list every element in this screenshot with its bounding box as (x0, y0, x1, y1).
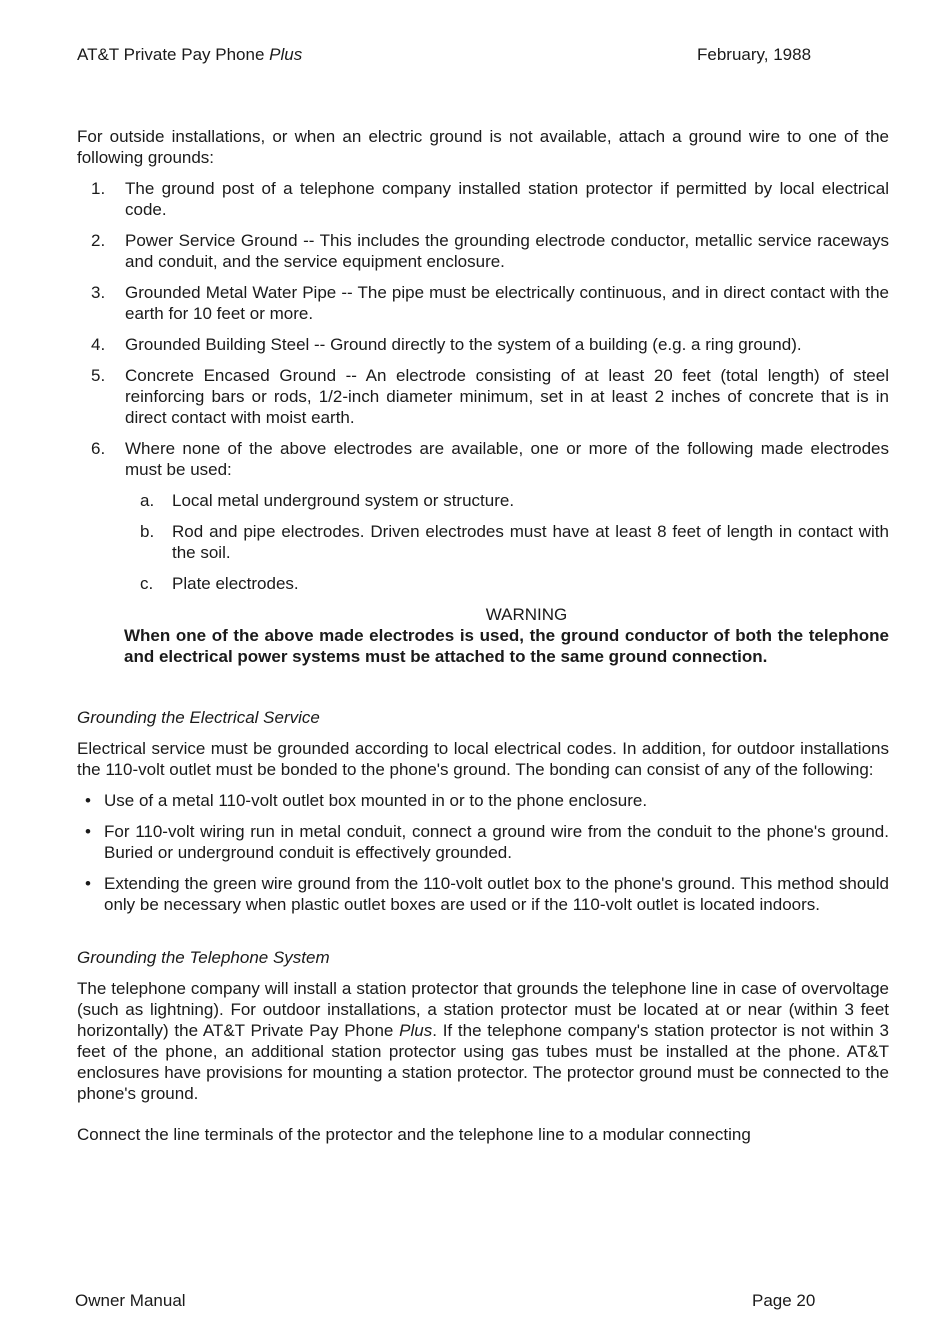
sub-list-item-text: Local metal underground system or structure. (172, 491, 515, 510)
running-header-date: February, 1988 (697, 45, 812, 64)
list-number: 6. (91, 439, 106, 458)
list-item (77, 178, 889, 220)
bullet-icon: • (85, 791, 91, 810)
bullet-icon: • (85, 822, 91, 841)
bullet-item (77, 873, 889, 915)
section-heading-telephone: Grounding the Telephone System (77, 948, 330, 967)
sub-list-item-text: Plate electrodes. (172, 574, 299, 593)
sub-list-item-text: Rod and pipe electrodes. Driven electrodes must have at least 8 feet of length in contact with the soil. (172, 522, 889, 562)
warning-title: WARNING (485, 605, 568, 624)
list-item (77, 438, 889, 594)
list-number: 3. (91, 283, 106, 302)
bullet-item-text: Extending the green wire ground from the 110-volt outlet box to the phone's ground. This method should only be necessary when plastic outlet boxes are used or if the 110-volt outlet is located indoors. (104, 874, 889, 914)
electrical-paragraph: Electrical service must be grounded according to local electrical codes. In addition, for outdoor installations the 110-volt outlet must be bonded to the phone's ground. The bonding can consist of any of the following: (77, 739, 889, 779)
bullet-item (77, 790, 889, 811)
bullet-icon: • (85, 874, 91, 893)
warning-text: When one of the above made electrodes is used, the ground conductor of both the telephone and electrical power systems must be attached to the same ground connection. (124, 626, 889, 666)
list-item (77, 365, 889, 428)
list-item-text: Concrete Encased Ground -- An electrode consisting of at least 20 feet (total length) of steel reinforcing bars or rods, 1/2-inch diameter minimum, set in at least 2 inches of concrete that is in direct contact with moist earth. (125, 366, 889, 427)
list-number: 1. (91, 179, 106, 198)
footer-page-number: Page 20 (752, 1291, 816, 1310)
product-name-italic: Plus (399, 1021, 433, 1040)
list-item (77, 282, 889, 324)
telephone-paragraph: The telephone company will install a station protector that grounds the telephone line in case of overvoltage (such as lightning). For outdoor installations, a station protector must be located at or near (within 3 feet horizontally) the AT&T Private Pay Phone Plus. If the telephone company's station protector is not within 3 feet of the phone, an additional station protector using gas tubes must be installed at the phone. AT&T enclosures have provisions for mounting a station protector. The protector ground must be connected to the phone's ground. (77, 979, 889, 1103)
bullet-item-text: Use of a metal 110-volt outlet box mounted in or to the phone enclosure. (104, 791, 648, 810)
page-body (77, 126, 889, 1145)
list-number: 2. (91, 231, 106, 250)
list-item (77, 334, 889, 355)
grounds-list (77, 178, 889, 594)
footer-manual-name: Owner Manual (75, 1291, 186, 1310)
list-item-text: Where none of the above electrodes are available, one or more of the following made electrodes must be used: (125, 439, 889, 479)
list-number: 4. (91, 335, 106, 354)
warning-box (124, 604, 889, 667)
list-item-text: Power Service Ground -- This includes the grounding electrode conductor, metallic service raceways and conduit, and the service equipment enclosure. (125, 231, 889, 271)
sub-list-letter: b. (140, 522, 155, 541)
connect-paragraph: Connect the line terminals of the protector and the telephone line to a modular connecting (77, 1125, 751, 1144)
bonding-bullet-list (77, 790, 889, 915)
header-title-italic: Plus (269, 45, 303, 64)
sub-list-item (125, 573, 889, 594)
sub-list-letter: c. (140, 574, 154, 593)
section-heading-electrical: Grounding the Electrical Service (77, 708, 320, 727)
sub-list-item (125, 521, 889, 563)
list-number: 5. (91, 366, 106, 385)
sub-list-letter: a. (140, 491, 155, 510)
made-electrodes-list (125, 490, 889, 594)
list-item (77, 230, 889, 272)
sub-list-item (125, 490, 889, 511)
bullet-item (77, 821, 889, 863)
list-item-text: Grounded Metal Water Pipe -- The pipe must be electrically continuous, and in direct contact with the earth for 10 feet or more. (125, 283, 889, 323)
list-item-text: Grounded Building Steel -- Ground directly to the system of a building (e.g. a ring ground). (125, 335, 802, 354)
running-header-title: AT&T Private Pay Phone Plus (77, 45, 303, 64)
bullet-item-text: For 110-volt wiring run in metal conduit, connect a ground wire from the conduit to the phone's ground. Buried or underground conduit is effectively grounded. (104, 822, 889, 862)
intro-paragraph: For outside installations, or when an electric ground is not available, attach a ground wire to one of the following grounds: (77, 127, 889, 167)
list-item-text: The ground post of a telephone company installed station protector if permitted by local electrical code. (125, 179, 889, 219)
